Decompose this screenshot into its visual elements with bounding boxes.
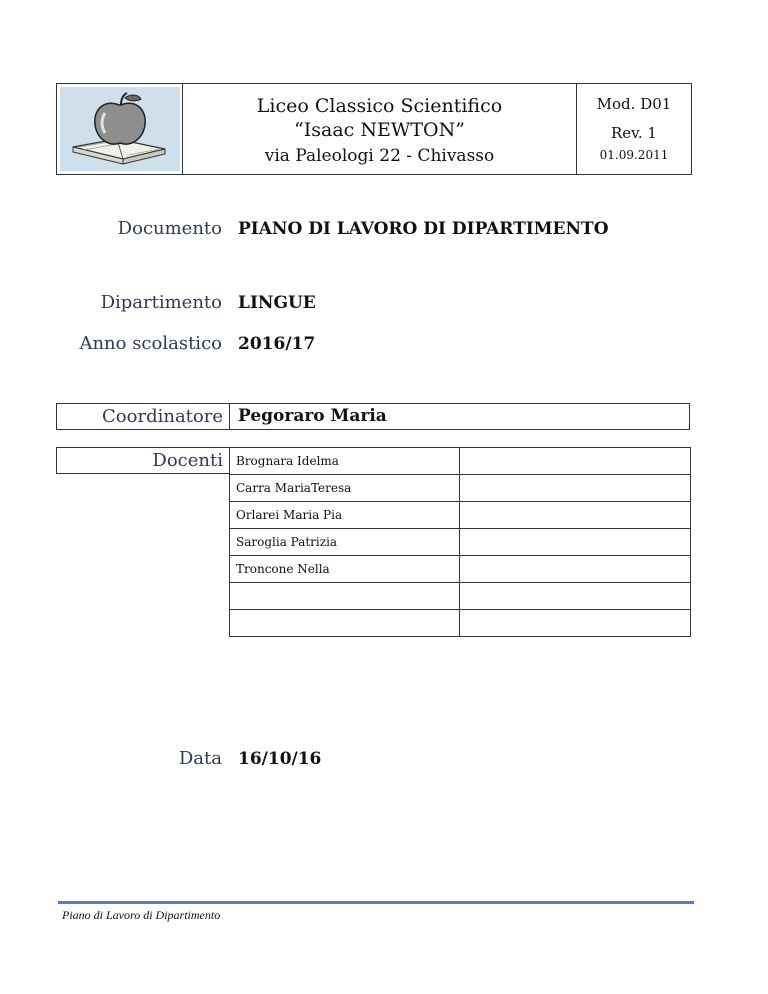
school-title-cell [183,84,577,174]
docente-name: Saroglia Patrizia [230,529,460,556]
school-name: Liceo Classico Scientifico [256,95,503,117]
docente-extra [460,475,691,502]
documento-value: PIANO DI LAVORO DI DIPARTIMENTO [238,219,609,239]
table-row [230,502,691,529]
logo-cell [57,84,183,174]
dipartimento-label: Dipartimento [100,292,222,313]
docente-extra [460,556,691,583]
dipartimento-value: LINGUE [238,293,316,313]
coordinatore-label: Coordinatore [57,404,230,429]
docente-name: Orlarei Maria Pia [230,502,460,529]
school-name-newton: “Isaac NEWTON” [294,119,465,141]
data-value: 16/10/16 [238,749,322,769]
school-address: via Paleologi 22 - Chivasso [264,146,495,166]
docente-extra [460,502,691,529]
docente-name: Brognara Idelma [230,448,460,475]
docenti-table [229,447,691,637]
revision: Rev. 1 [611,124,657,142]
table-row [230,529,691,556]
anno-scolastico-label: Anno scolastico [79,333,222,354]
data-label: Data [178,748,222,769]
footer-divider [58,901,694,904]
documento-label: Documento [117,218,222,239]
table-row [230,448,691,475]
table-row [230,610,691,637]
coordinatore-value: Pegoraro Maria [238,406,387,426]
table-row [230,583,691,610]
footer-text: Piano di Lavoro di Dipartimento [62,908,221,922]
docente-extra [460,529,691,556]
docente-extra [460,583,691,610]
docente-name [230,583,460,610]
docente-name: Troncone Nella [230,556,460,583]
module-code: Mod. D01 [596,95,672,113]
docente-name [230,610,460,637]
revision-date: 01.09.2011 [599,148,669,162]
document-meta-cell [577,84,691,174]
table-row [230,475,691,502]
docente-extra [460,448,691,475]
header-box [56,83,692,175]
anno-scolastico-value: 2016/17 [238,334,316,354]
table-row [230,556,691,583]
coordinatore-box [56,403,690,430]
apple-on-book-icon [60,87,180,171]
docente-name: Carra MariaTeresa [230,475,460,502]
docenti-label: Docenti [56,447,230,474]
docente-extra [460,610,691,637]
